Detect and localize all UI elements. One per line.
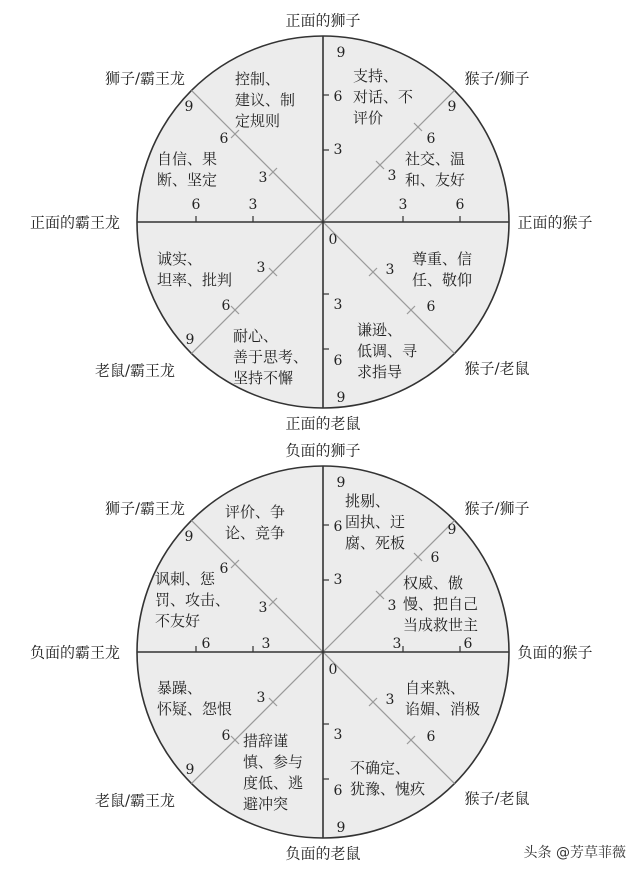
sector-text-line: 建议、制 xyxy=(235,91,296,109)
sector-text-line: 怀疑、怨恨 xyxy=(157,700,233,718)
sector-text-line: 尊重、信 xyxy=(412,250,473,268)
sector-text-line: 不确定、 xyxy=(350,759,411,777)
tick-label-up-left: 9 xyxy=(184,529,194,545)
axis-label-bottom: 正面的老鼠 xyxy=(285,414,361,433)
sector-text xyxy=(350,758,425,800)
tick-label-up-right: 3 xyxy=(387,598,397,614)
tick-label-down-right: 6 xyxy=(426,299,436,315)
sector-text xyxy=(233,326,308,389)
tick-label-up-left: 3 xyxy=(258,170,268,186)
sector-text xyxy=(157,249,232,291)
tick-label-up-right: 9 xyxy=(447,522,457,538)
tick-label-bottom: 3 xyxy=(333,297,343,313)
tick-label-top: 6 xyxy=(333,519,343,535)
tick-label-origin: 0 xyxy=(328,662,338,678)
sector-text-line: 诚实、 xyxy=(157,250,203,268)
axis-label-top-right: 猴子/狮子 xyxy=(464,69,530,88)
axis-label-bottom-right: 猴子/老鼠 xyxy=(464,359,530,378)
sector-text-line: 谄媚、消极 xyxy=(405,700,481,718)
sector-text-line: 支持、 xyxy=(353,67,399,85)
sector-text-line: 腐、死板 xyxy=(345,534,406,552)
sector-text-line: 自信、果 xyxy=(157,150,218,168)
tick-label-up-left: 6 xyxy=(219,131,229,147)
sector-text xyxy=(405,678,480,720)
sector-text xyxy=(412,249,472,291)
sector-text xyxy=(353,66,413,129)
sector-text-line: 慎、参与 xyxy=(243,753,304,771)
axis-label-bottom-left: 老鼠/霸王龙 xyxy=(94,791,176,810)
tick-label-bottom: 9 xyxy=(336,390,346,406)
sector-text-line: 犹豫、愧疚 xyxy=(350,780,426,798)
sector-text-line: 谦逊、 xyxy=(357,321,403,339)
sector-text-line: 评价 xyxy=(353,109,384,127)
sector-text-line: 挑剔、 xyxy=(345,492,391,510)
tick-label-right: 3 xyxy=(392,636,402,652)
sector-text xyxy=(157,149,217,191)
sector-text-line: 讽刺、惩 xyxy=(155,570,216,588)
sector-text-line: 低调、寻 xyxy=(357,342,418,360)
sector-text-line: 措辞谨 xyxy=(243,732,289,750)
sector-text-line: 度低、逃 xyxy=(243,774,304,792)
sector-text-line: 论、竞争 xyxy=(225,524,286,542)
axis-label-top-left: 狮子/霸王龙 xyxy=(104,69,186,88)
tick-label-down-right: 3 xyxy=(385,692,395,708)
tick-label-top: 3 xyxy=(333,142,343,158)
axis-label-right: 负面的猴子 xyxy=(517,643,593,662)
tick-label-right: 6 xyxy=(463,636,473,652)
tick-label-left: 3 xyxy=(248,197,258,213)
tick-label-top: 9 xyxy=(336,45,346,61)
sector-text-line: 和、友好 xyxy=(405,171,466,189)
axis-label-top: 负面的狮子 xyxy=(285,441,361,460)
sector-text-line: 避冲突 xyxy=(243,795,289,813)
sector-text xyxy=(405,149,465,191)
axis-label-top: 正面的狮子 xyxy=(285,11,361,30)
sector-text xyxy=(235,69,295,132)
tick-label-top: 3 xyxy=(333,572,343,588)
sector-text-line: 断、坚定 xyxy=(157,171,218,189)
tick-label-top: 6 xyxy=(333,89,343,105)
tick-label-left: 3 xyxy=(261,636,271,652)
tick-label-up-right: 6 xyxy=(430,550,440,566)
sector-text-line: 求指导 xyxy=(357,363,403,381)
sector-text xyxy=(157,678,232,720)
tick-label-up-right: 6 xyxy=(426,131,436,147)
tick-label-bottom: 6 xyxy=(333,353,343,369)
sector-text-line: 对话、不 xyxy=(353,88,414,106)
tick-label-up-left: 9 xyxy=(184,99,194,115)
sector-text-line: 罚、攻击、 xyxy=(155,591,231,609)
tick-label-up-left: 6 xyxy=(219,561,229,577)
sector-text-line: 善于思考、 xyxy=(233,348,309,366)
tick-label-bottom: 6 xyxy=(333,783,343,799)
sector-text-line: 坚持不懈 xyxy=(233,369,294,387)
tick-label-origin: 0 xyxy=(328,232,338,248)
tick-label-up-right: 9 xyxy=(447,99,457,115)
tick-label-bottom: 3 xyxy=(333,727,343,743)
sector-text xyxy=(155,569,230,632)
tick-label-left: 6 xyxy=(191,197,201,213)
tick-label-top: 9 xyxy=(336,475,346,491)
sector-text-line: 耐心、 xyxy=(233,327,279,345)
sector-text-line: 控制、 xyxy=(235,70,281,88)
axis-label-right: 正面的猴子 xyxy=(517,213,593,232)
sector-text-line: 固执、迂 xyxy=(345,513,406,531)
sector-text-line: 社交、温 xyxy=(405,150,466,168)
sector-text xyxy=(225,502,285,544)
tick-label-up-left: 3 xyxy=(258,600,268,616)
tick-label-down-left: 3 xyxy=(256,260,266,276)
tick-label-up-right: 3 xyxy=(387,168,397,184)
sector-text-line: 暴躁、 xyxy=(157,679,203,697)
axis-label-top-right: 猴子/狮子 xyxy=(464,499,530,518)
watermark: 头条 @芳草菲薇 xyxy=(523,845,626,861)
sector-text-line: 不友好 xyxy=(155,612,201,630)
axis-label-left: 正面的霸王龙 xyxy=(29,213,121,232)
sector-text-line: 当成救世主 xyxy=(403,616,479,634)
tick-label-bottom: 9 xyxy=(336,820,346,836)
tick-label-down-left: 9 xyxy=(185,762,195,778)
tick-label-down-left: 9 xyxy=(185,332,195,348)
axis-label-left: 负面的霸王龙 xyxy=(29,643,121,662)
tick-label-down-right: 3 xyxy=(385,262,395,278)
sector-text-line: 任、敬仰 xyxy=(412,271,473,289)
sector-text xyxy=(357,320,417,383)
tick-label-down-right: 6 xyxy=(426,729,436,745)
tick-label-right: 3 xyxy=(398,197,408,213)
axis-label-bottom-left: 老鼠/霸王龙 xyxy=(94,361,176,380)
axis-label-top-left: 狮子/霸王龙 xyxy=(104,499,186,518)
axis-label-bottom-right: 猴子/老鼠 xyxy=(464,789,530,808)
sector-text xyxy=(345,491,405,554)
sector-text-line: 评价、争 xyxy=(225,503,286,521)
sector-text-line: 权威、傲 xyxy=(403,574,464,592)
axis-label-bottom: 负面的老鼠 xyxy=(285,844,361,863)
tick-label-left: 6 xyxy=(201,636,211,652)
sector-text-line: 自来熟、 xyxy=(405,679,466,697)
tick-label-down-left: 3 xyxy=(256,690,266,706)
sector-text-line: 坦率、批判 xyxy=(157,271,233,289)
tick-label-down-left: 6 xyxy=(221,298,231,314)
sector-text xyxy=(243,731,303,815)
sector-text xyxy=(403,573,478,636)
sector-text-line: 定规则 xyxy=(235,112,281,130)
sector-text-line: 慢、把自己 xyxy=(403,595,479,613)
tick-label-right: 6 xyxy=(455,197,465,213)
tick-label-down-left: 6 xyxy=(221,728,231,744)
